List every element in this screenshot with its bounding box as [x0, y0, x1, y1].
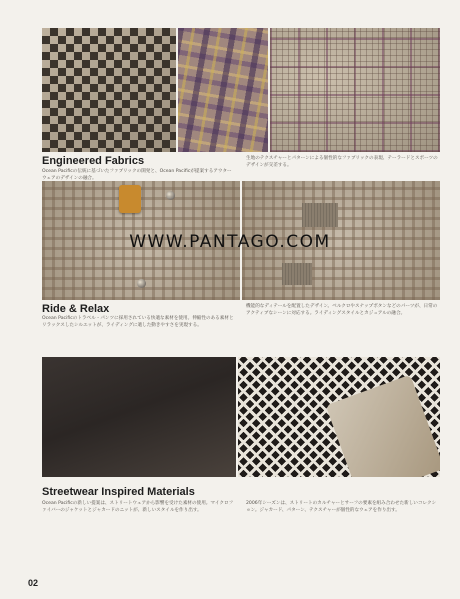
- section-text-left: Ocean Pacificの新しい提案は、ストリートウェアから影響を受けた素材の使用。マイクロファイバーのジャケットとジャカードのニットが、新しいスタイルを作り出す。: [42, 501, 234, 513]
- section-text-right: 2006年シーズンは、ストリートのカルチャーとサーフの要素を組み合わせた新しいコレクション。ジャカード、パターン、テクスチャーが個性的なウェアを作り出す。: [246, 501, 437, 513]
- orange-tab-detail: [119, 185, 141, 213]
- houndstooth-fabric-photo: [42, 28, 176, 152]
- section-text-right: 生地のテクスチャーとパターンによる個性的なファブリックの表現、テーラードとスポーツのデザインが交差する。: [246, 156, 438, 168]
- watermark-text: WWW.PANTAGO.COM: [129, 232, 331, 252]
- section-text-left: Ocean Pacificのトラベル・パンツに採用されている快適な素材を使用。伸縮性のある素材とリラックスしたシルエットが、ライディングに適した動きやすさを実現する。: [42, 316, 234, 328]
- glen-check-fabric-photo: [270, 28, 440, 152]
- velcro-strap-detail: [302, 203, 338, 227]
- plaid-fabric-photo: [178, 28, 268, 152]
- engineered-fabrics-photos: [42, 28, 440, 152]
- snap-button-detail: [166, 191, 175, 200]
- streetwear-photos: [42, 357, 440, 477]
- fabric-fold-detail: [326, 375, 440, 477]
- snap-button-detail: [137, 279, 146, 288]
- section-text-left: Ocean Pacificの伝統に基づいたファブリックの開発と、Ocean Pacificが提案するアウターウェアのデザインの融合。: [42, 169, 232, 180]
- page-number: 02: [28, 578, 39, 588]
- dark-microfiber-photo: [42, 357, 236, 477]
- velcro-strap-detail: [282, 263, 312, 285]
- jacquard-knit-photo: [238, 357, 440, 477]
- section-text-right: 機能的なディテールを配置したデザイン。ベルクロやスナップボタンなどのパーツが、日常のアクティブなシーンに対応する。ライディングスタイルとカジュアルの融合。: [246, 304, 438, 316]
- section-title-ride-relax: Ride & Relax: [42, 303, 110, 315]
- section-title-engineered-fabrics: Engineered Fabrics: [42, 155, 145, 167]
- section-title-streetwear-materials: Streetwear Inspired Materials: [42, 486, 195, 498]
